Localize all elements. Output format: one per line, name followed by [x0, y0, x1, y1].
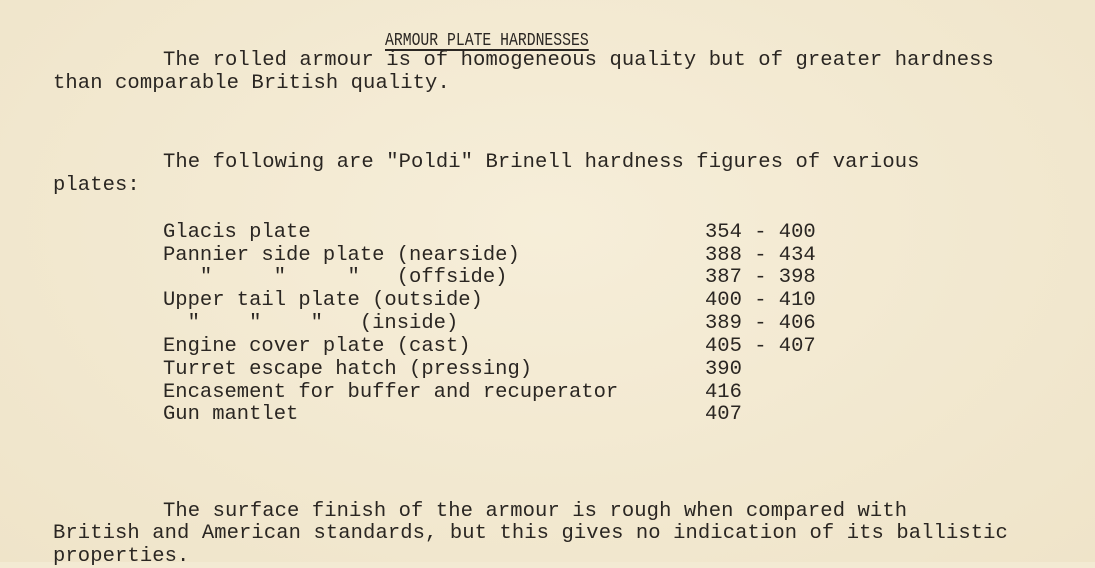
table-row-value: 389 - 406 [705, 312, 816, 335]
table-row-value: 416 [705, 381, 742, 404]
table-row-plate: Gun mantlet [163, 403, 299, 426]
table-row-value: 354 - 400 [705, 221, 816, 244]
paragraph-3-line-1: The surface finish of the armour is rough when compared with [163, 500, 908, 523]
paragraph-2-line-2: plates: [53, 174, 140, 197]
paragraph-2-line-1: The following are "Poldi" Brinell hardness figures of various [163, 151, 920, 174]
table-row-plate: " " " (offside) [163, 266, 508, 289]
table-row-plate: Upper tail plate (outside) [163, 289, 483, 312]
table-row-plate: Encasement for buffer and recuperator [163, 381, 619, 404]
table-row-plate: " " " (inside) [163, 312, 459, 335]
table-row-value: 400 - 410 [705, 289, 816, 312]
table-row-value: 390 [705, 358, 742, 381]
page-title: ARMOUR PLATE HARDNESSES [385, 31, 589, 51]
paragraph-1-line-1: The rolled armour is of homogeneous quality but of greater hardness [163, 49, 994, 72]
paragraph-3-line-2: British and American standards, but this gives no indication of its ballistic [53, 522, 1008, 545]
table-row-value: 405 - 407 [705, 335, 816, 358]
paragraph-1-line-2: than comparable British quality. [53, 72, 450, 95]
table-row-plate: Pannier side plate (nearside) [163, 244, 520, 267]
table-row-plate: Turret escape hatch (pressing) [163, 358, 533, 381]
table-row-plate: Glacis plate [163, 221, 311, 244]
paragraph-3-line-3: properties. [53, 545, 190, 568]
table-row-value: 407 [705, 403, 742, 426]
table-row-value: 387 - 398 [705, 266, 816, 289]
table-row-value: 388 - 434 [705, 244, 816, 267]
table-row-plate: Engine cover plate (cast) [163, 335, 471, 358]
